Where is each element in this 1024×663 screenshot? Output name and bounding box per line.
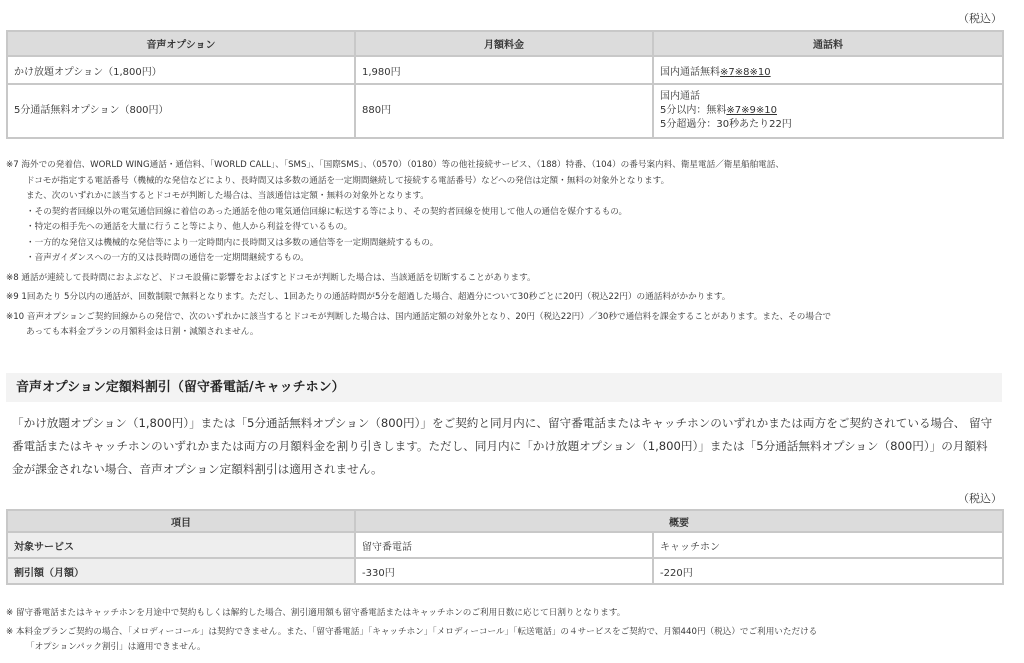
footnote: ※ 留守番電話またはキャッチホンを月途中で契約もしくは解約した場合、割引適用額も留守番電話またはキャッチホンのご利用日数に応じて日割りとなります。 [6,608,626,618]
table-cell: -330円 [355,558,653,584]
table-header-row [7,31,1003,56]
call-fee-line: 国内通話 [660,91,700,102]
footnote-7-cont: ドコモが指定する電話番号（機械的な発信などにより、長時間又は多数の通話を一定期間継続して接続する電話番号）などへの発信は定額・無料の対象外となります。 [26,175,670,186]
footnote-7-item: ・特定の相手先への通話を大量に行うこと等により、他人から利益を得ているもの。 [26,222,353,232]
footnote-7: ※7 海外での発着信、WORLD WING通話・通信料、「WORLD CALL」、「SMS」、「国際SMS」、（0570）（0180）等の他社接続サービス、（188）特番、（104）の番号案内料、衛星電話／衛星船舶電話、 [6,160,784,170]
call-fee-text: 国内通話無料 [660,66,720,78]
footnote-7-item: ・一方的な発信又は機械的な発信等により一定時間内に長時間又は多数の通信等を一定期間継続するもの。 [26,237,439,248]
row-label: 対象サービス [7,532,355,558]
footnote-7-item: ・音声ガイダンスへの一方的又は長時間の通信を一定期間継続するもの。 [26,253,309,263]
table-row [7,532,1003,558]
footnote-link-7[interactable]: ※7 [720,66,735,78]
call-fee-line [660,104,996,118]
row-label: 割引額（月額） [7,558,355,584]
footnote-10-cont: あっても本料金プランの月額料金は日割・減額されません。 [26,327,259,337]
col-header-summary: 概要 [355,510,1003,532]
footnotes-1 [6,158,1002,341]
footnote-10: ※10 音声オプションご契約回線からの発信で、次のいずれかに該当するとドコモが判断した場合は、国内通話定額の対象外となり、20円（税込22円）／30秒で通信料を課金することがあります。また、その場合で [6,311,832,322]
table-row [7,56,1003,84]
tax-label-bottom: （税込） [958,492,1002,505]
col-header-item: 項目 [7,510,355,532]
footnote-link-10[interactable]: ※10 [755,105,777,116]
footnotes-2 [6,606,1002,655]
table-header-row [7,510,1003,532]
table-cell: キャッチホン [653,532,1003,558]
footnote: ※ 本料金プランご契約の場合、「メロディーコール」は契約できません。また、「留守番電話」「キャッチホン」「メロディーコール」「転送電話」の４サービスをご契約で、月額440円（税込）でご利用いただける [6,627,818,637]
table-row [7,84,1003,138]
section-body: 「かけ放題オプション（1,800円）」または「5分通話無料オプション（800円）」をご契約と同月内に、留守番電話またはキャッチホンのいずれかまたは両方をご契約されている場合、 留守番電話またはキャッチホンのいずれかまたは両方の月額料金を割り引きします。ただし、同月内に「かけ放題オプション（1,800円）」または「5分通話無料オプション（800円）」の月額料金が課金されない場合、音声オプション定額料割引は適用されません。 [12,416,993,476]
voice-option-table [6,30,1004,139]
footnote-link-8[interactable]: ※8 [734,66,750,78]
tax-label-top: （税込） [958,12,1002,25]
call-fee-line: 5分超過分：30秒あたり22円 [660,119,792,130]
col-header-voice-option: 音声オプション [7,31,355,56]
col-header-call-fee: 通話料 [653,31,1003,56]
section-heading: 音声オプション定額料割引（留守番電話/キャッチホン） [6,373,1002,402]
table-cell: -220円 [653,558,1003,584]
footnote-link-9[interactable]: ※9 [741,105,756,116]
footnote-9: ※9 1回あたり 5分以内の通話が、回数制限で無料となります。ただし、1回あたりの通話時間が5分を超過した場合、超過分について30秒ごとに20円（税込22円）の通話料がかかります。 [6,292,731,302]
table-cell: 留守番電話 [355,532,653,558]
option-name-cell: 5分通話無料オプション（800円） [7,84,355,138]
discount-table [6,509,1004,585]
footnote-8: ※8 通話が連続して長時間におよぶなど、ドコモ設備に影響をおよぼすとドコモが判断した場合は、当該通話を切断することがあります。 [6,272,536,283]
footnote-cont: 「オプションパック割引」は適用できません。 [26,642,206,652]
monthly-fee-cell: 880円 [355,84,653,138]
table-row [7,558,1003,584]
col-header-monthly-fee: 月額料金 [355,31,653,56]
call-fee-text: 5分以内：無料 [660,105,727,116]
footnote-link-7[interactable]: ※7 [726,105,742,116]
monthly-fee-cell: 1,980円 [355,56,653,84]
option-name-cell: かけ放題オプション（1,800円） [7,56,355,84]
call-fee-cell [653,84,1003,138]
call-fee-cell [653,56,1003,84]
footnote-7-item: ・その契約者回線以外の電気通信回線に着信のあった通話を他の電気通信回線に転送する等により、その契約者回線を使用して他人の通信を媒介するもの。 [26,206,628,217]
footnote-7-cont: また、次のいずれかに該当するとドコモが判断した場合は、当該通信は定額・無料の対象外となります。 [26,191,429,201]
footnote-link-10[interactable]: ※10 [749,66,771,78]
